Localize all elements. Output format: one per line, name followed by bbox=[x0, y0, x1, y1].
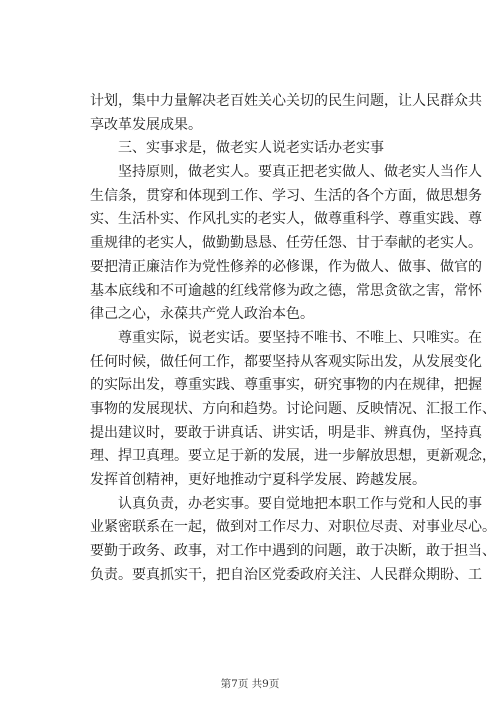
text-line: 重规律的老实人，做勤勤恳恳、任劳任怨、甘于奉献的老实人。 bbox=[90, 235, 482, 252]
body-text bbox=[90, 90, 496, 587]
text-line: 认真负责，办老实事。要自觉地把本职工作与党和人民的事 bbox=[118, 495, 482, 512]
text-line: 基本底线和不可逾越的红线常修为政之德，常思贪欲之害，常怀 bbox=[90, 282, 482, 299]
text-line: 发挥首创精神，更好地推动宁夏科学发展、跨越发展。 bbox=[90, 472, 426, 488]
text-line: 要勤于政务、政事，对工作中遇到的问题，敢于决断，敢于担当、 bbox=[90, 543, 496, 560]
text-line: 享改革发展成果。 bbox=[90, 116, 202, 133]
text-line: 的实际出发，尊重实践、尊重事实，研究事物的内在规律，把握 bbox=[90, 377, 482, 394]
text-line: 尊重实际，说老实话。要坚持不唯书、不唯上、只唯实。在 bbox=[118, 329, 482, 346]
text-line: 坚持原则，做老实人。要真正把老实做人、做老实人当作人 bbox=[118, 164, 482, 181]
text-line: 律己之心，永葆共产党人政治本色。 bbox=[90, 306, 314, 323]
text-line: 事物的发展现状、方向和趋势。讨论问题、反映情况、汇报工作、 bbox=[90, 400, 496, 417]
text-line: 生信条，贯穿和体现到工作、学习、生活的各个方面，做思想务 bbox=[90, 187, 482, 204]
text-line: 负责。要真抓实干，把自治区党委政府关注、人民群众期盼、工 bbox=[90, 566, 482, 583]
text-line: 任何时候，做任何工作，都要坚持从客观实际出发，从发展变化 bbox=[90, 353, 482, 370]
text-line: 理、捍卫真理。要立足于新的发展，进一步解放思想，更新观念， bbox=[90, 448, 496, 465]
text-line: 计划，集中力量解决老百姓关心关切的民生问题，让人民群众共 bbox=[90, 93, 482, 109]
text-line: 业紧密联系在一起，做到对工作尽力、对职位尽责、对事业尽心。 bbox=[90, 519, 496, 536]
page-footer: 第7页 共9页 bbox=[220, 678, 280, 690]
text-line: 提出建议时，要敢于讲真话、讲实话，明是非、辨真伪，坚持真 bbox=[90, 424, 482, 441]
text-line: 要把清正廉洁作为党性修养的必修课，作为做人、做事、做官的 bbox=[90, 258, 482, 275]
text-line: 三、实事求是，做老实人说老实话办老实事 bbox=[118, 140, 384, 157]
text-line: 实、生活朴实、作风扎实的老实人，做尊重科学、尊重实践、尊 bbox=[90, 211, 482, 228]
